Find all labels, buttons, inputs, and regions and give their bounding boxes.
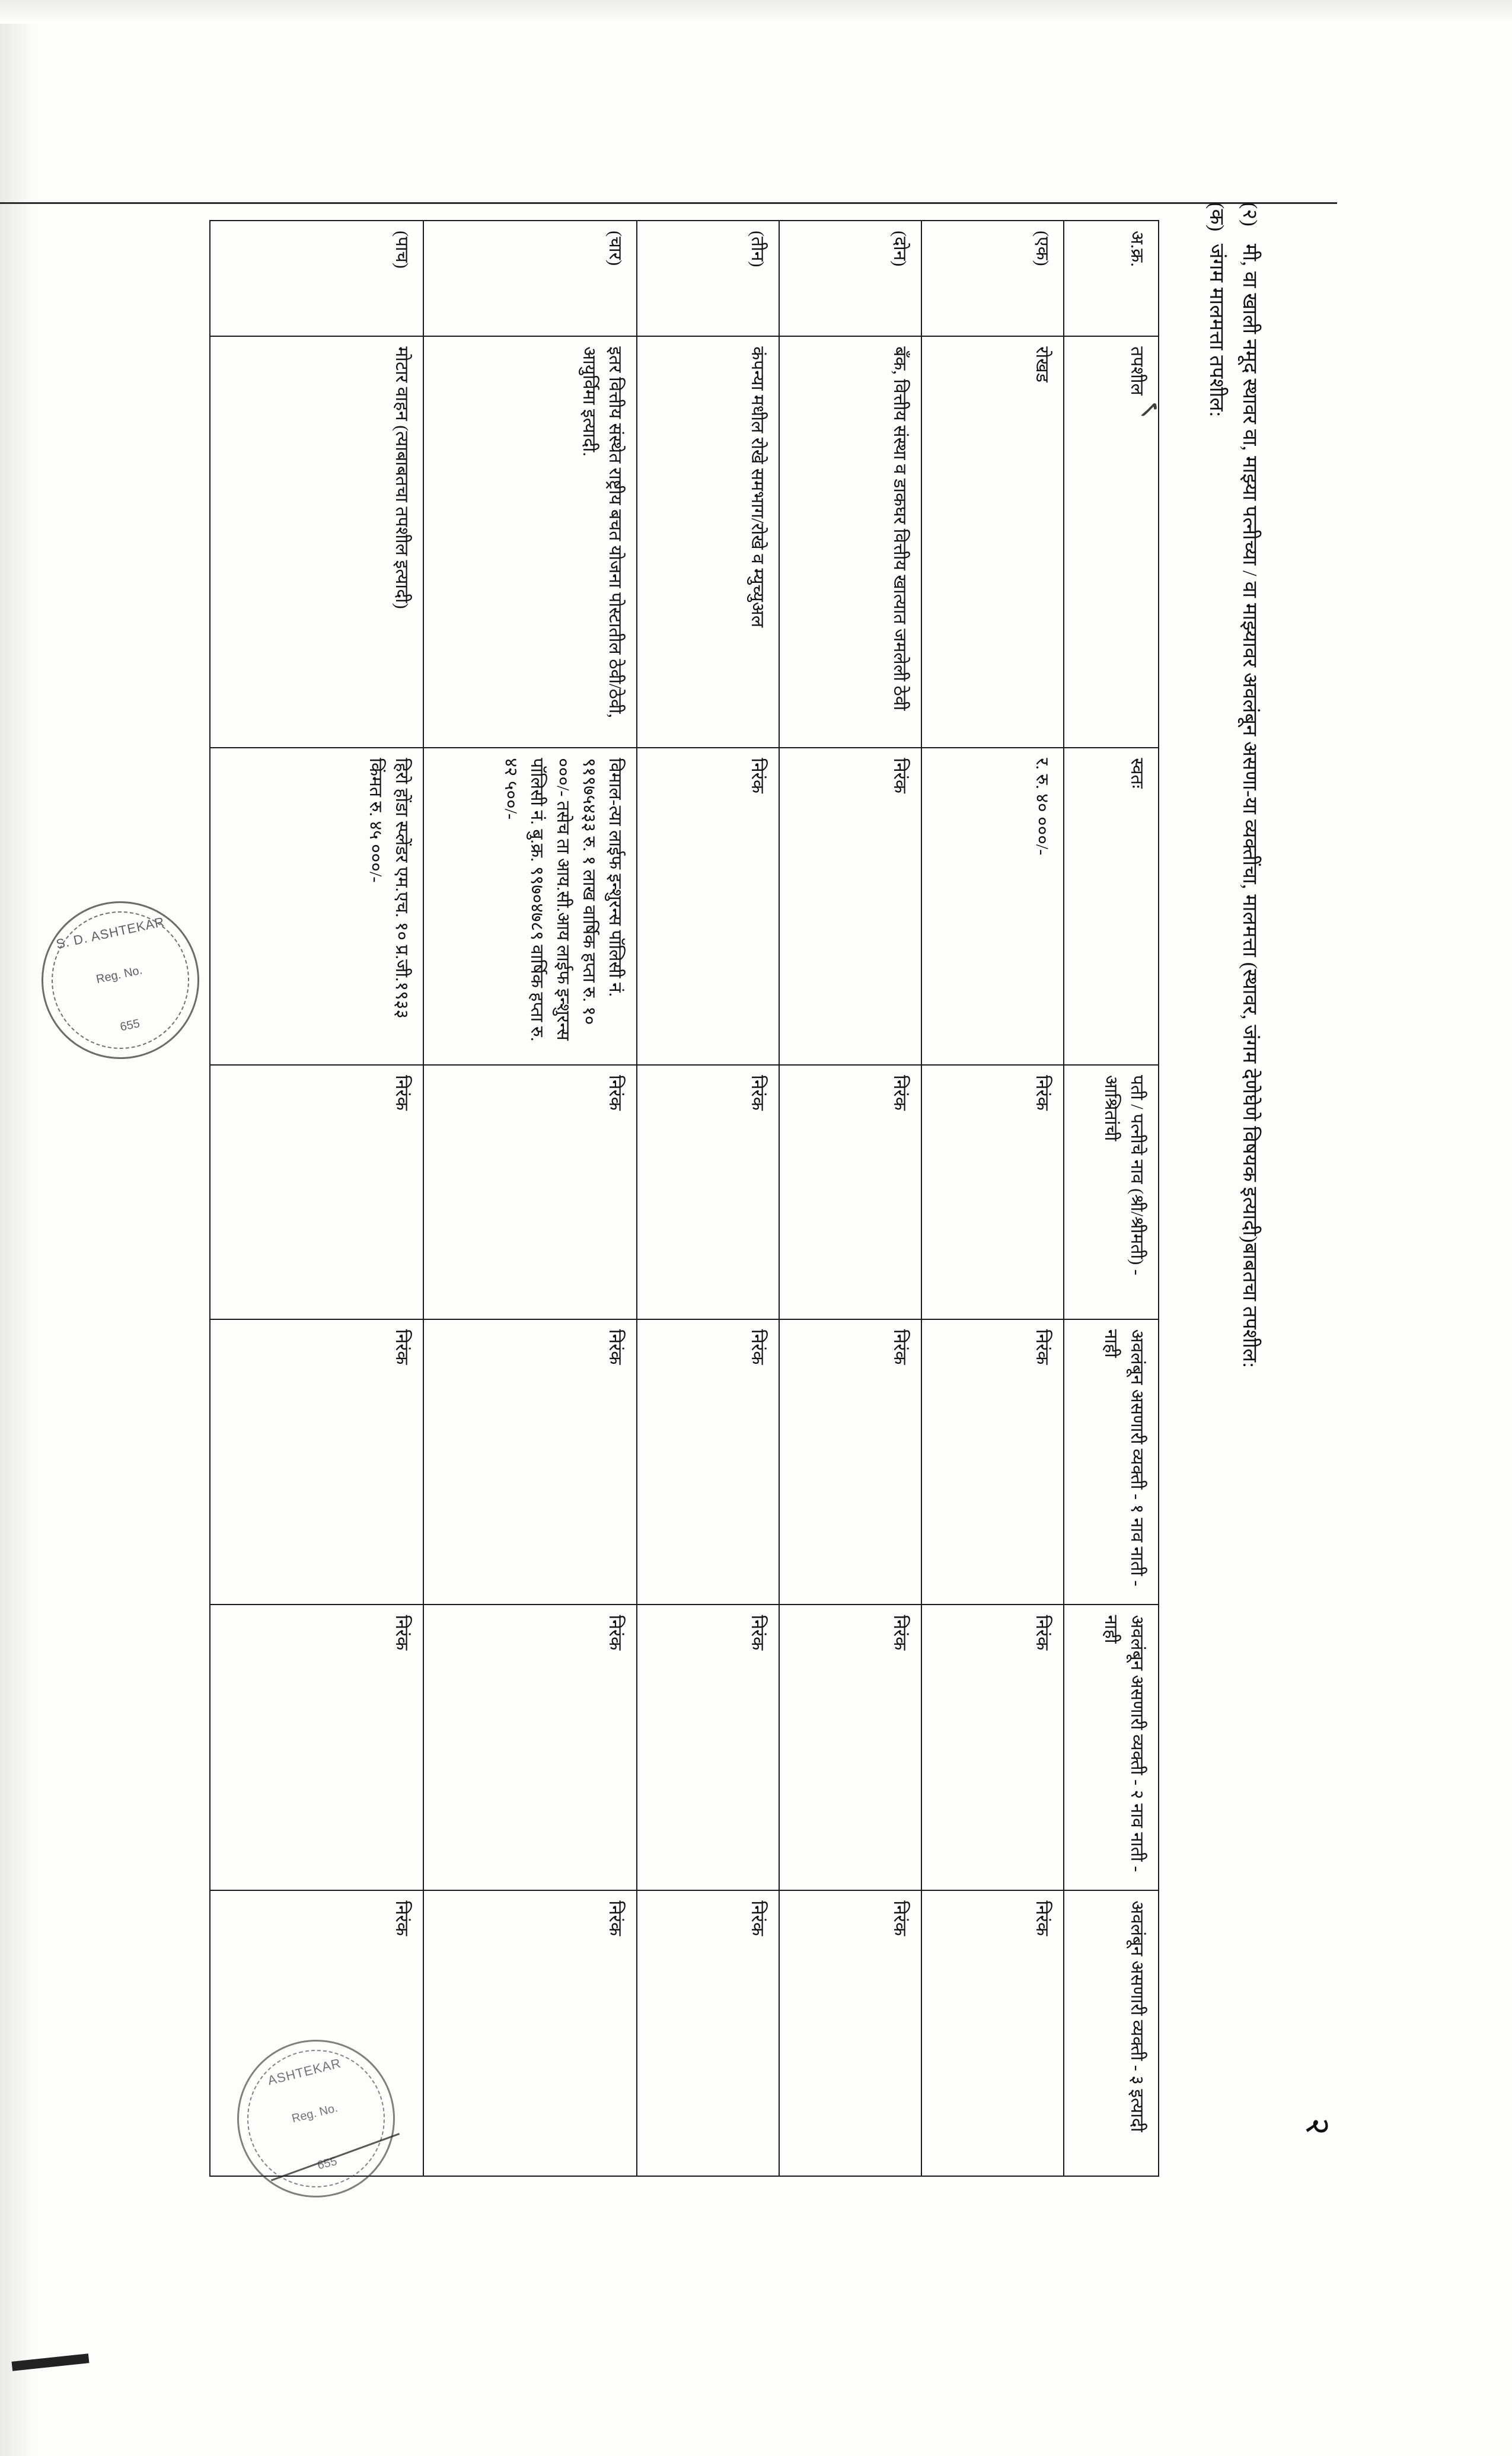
row-3-serial: (तीन) [637, 221, 779, 336]
rotated-document-canvas [104, 113, 1408, 2343]
row-4-dependent-3: निरंक [423, 1890, 637, 2176]
header-dependent-1: अवलंबून असणारी व्यक्ती - १ नाव नाती - नाही [1064, 1319, 1159, 1605]
header-dependent-3: अवलंबून असणारी व्यक्ती - ३ इत्यादी [1064, 1890, 1159, 2176]
row-5-dependent-3: निरंक [210, 1890, 423, 2176]
paragraph-ka [1200, 202, 1233, 2218]
row-3-description: कंपन्या मधील रोखे समभाग/रोखे व म्युच्युअल [637, 336, 779, 748]
row-3-dependent-2: निरंक [637, 1605, 779, 1890]
row-5-description: मोटार वाहन (त्याबाबतचा तपशील इत्यादी) [210, 336, 423, 748]
handwritten-tick-icon: ✓ [1135, 392, 1163, 426]
row-1-dependent-1: निरंक [921, 1319, 1064, 1605]
paragraph-ka-marker: (क) [1205, 202, 1227, 232]
row-1-dependent-3: निरंक [921, 1890, 1064, 2176]
stamp-registration-number: 655 [316, 2154, 339, 2173]
row-3-spouse: निरंक [637, 1065, 779, 1319]
row-5-self: हिरो होंडा स्प्लेंडर एम.एच. १० प्र.जी.१९३३ किंमत रु. ४५ ०००/- [210, 748, 423, 1065]
row-2-dependent-1: निरंक [779, 1319, 921, 1605]
row-3-self: निरंक [637, 748, 779, 1065]
row-1-dependent-2: निरंक [921, 1605, 1064, 1890]
table-row [637, 221, 779, 2176]
row-4-description: इतर वित्तीय संस्थेत राष्ट्रीय बचत योजना पोस्टातील ठेवी/ठेवी, आयुर्विमा इत्यादी. [423, 336, 637, 748]
paragraph-ka-text: जंगम मालमत्ता तपशील: [1205, 244, 1227, 417]
margin-rule-line [0, 202, 1337, 204]
header-dependent-2: अवलंबून असणारी व्यक्ती - २ नाव नाती - नाही [1064, 1605, 1159, 1890]
header-spouse: पती / पत्नीचे नाव (श्री/श्रीमती) - आश्रितांची [1064, 1065, 1159, 1319]
paragraph-2 [1233, 202, 1266, 2218]
header-self: स्वतः [1064, 748, 1159, 1065]
stamp-registration-label: Reg. No. [95, 964, 144, 987]
movable-assets-table [209, 220, 1159, 2177]
scan-edge-top [0, 0, 1512, 24]
row-4-dependent-1: निरंक [423, 1319, 637, 1605]
table-row [210, 221, 423, 2176]
scan-edge-left [0, 0, 36, 2456]
row-2-self: निरंक [779, 748, 921, 1065]
row-4-self: विमाल-त्या लाईफ इन्शुरन्स पॉलिसी नं. ९१९७५४३३ रु. १ लाख वार्षिक हप्ता रु. १० ०००/- तसेच ता आय.सी.आय लाईफ इन्शुरन्स पॉलिसी नं. बु.क्र. ९९७०४७८९ वार्षिक हप्ता रु. ४२ ५००/- [423, 748, 637, 1065]
paragraph-2-marker: (२) [1239, 202, 1261, 227]
row-4-spouse: निरंक [423, 1065, 637, 1319]
intro-paragraphs [1200, 202, 1266, 2218]
row-2-dependent-2: निरंक [779, 1605, 921, 1890]
header-serial: अ.क्र. [1064, 221, 1159, 336]
stamp-registration-number: 655 [119, 1017, 141, 1034]
table-row [921, 221, 1064, 2176]
row-1-spouse: निरंक [921, 1065, 1064, 1319]
row-2-dependent-3: निरंक [779, 1890, 921, 2176]
stamp-name: ASHTEKAR [266, 2055, 343, 2088]
row-2-spouse: निरंक [779, 1065, 921, 1319]
row-5-dependent-1: निरंक [210, 1319, 423, 1605]
row-5-spouse: निरंक [210, 1065, 423, 1319]
table-row [423, 221, 637, 2176]
row-3-dependent-1: निरंक [637, 1319, 779, 1605]
row-1-description: रोखड [921, 336, 1064, 748]
table-row [779, 221, 921, 2176]
row-4-serial: (चार) [423, 221, 637, 336]
page-number: २ [1297, 2115, 1338, 2138]
header-description: तपशील [1064, 336, 1159, 748]
movable-assets-table-wrapper [209, 220, 1159, 2177]
paragraph-2-text: मी, वा खाली नमूद स्थावर वा, माझ्या पत्नीच्या / वा माझ्यावर अवलंबून असणा-या व्यक्तींचा, मालमत्ता (स्थावर, जंगम देणेघेणे विषयक इत्यादी)बाबतचा तपशील: [1239, 244, 1261, 1369]
row-1-serial: (एक) [921, 221, 1064, 336]
row-2-serial: (दोन) [779, 221, 921, 336]
stamp-name: S. D. ASHTEKAR [55, 914, 166, 952]
row-1-self: र. रु. ४० ०००/- [921, 748, 1064, 1065]
stamp-registration-label: Reg. No. [290, 2101, 339, 2126]
row-5-serial: (पाच) [210, 221, 423, 336]
row-3-dependent-3: निरंक [637, 1890, 779, 2176]
row-2-description: बँक, वित्तीय संस्था व डाकघर वित्तीय खात्यात जमलेली ठेवी [779, 336, 921, 748]
row-4-dependent-2: निरंक [423, 1605, 637, 1890]
row-5-dependent-2: निरंक [210, 1605, 423, 1890]
table-header-row [1064, 221, 1159, 2176]
